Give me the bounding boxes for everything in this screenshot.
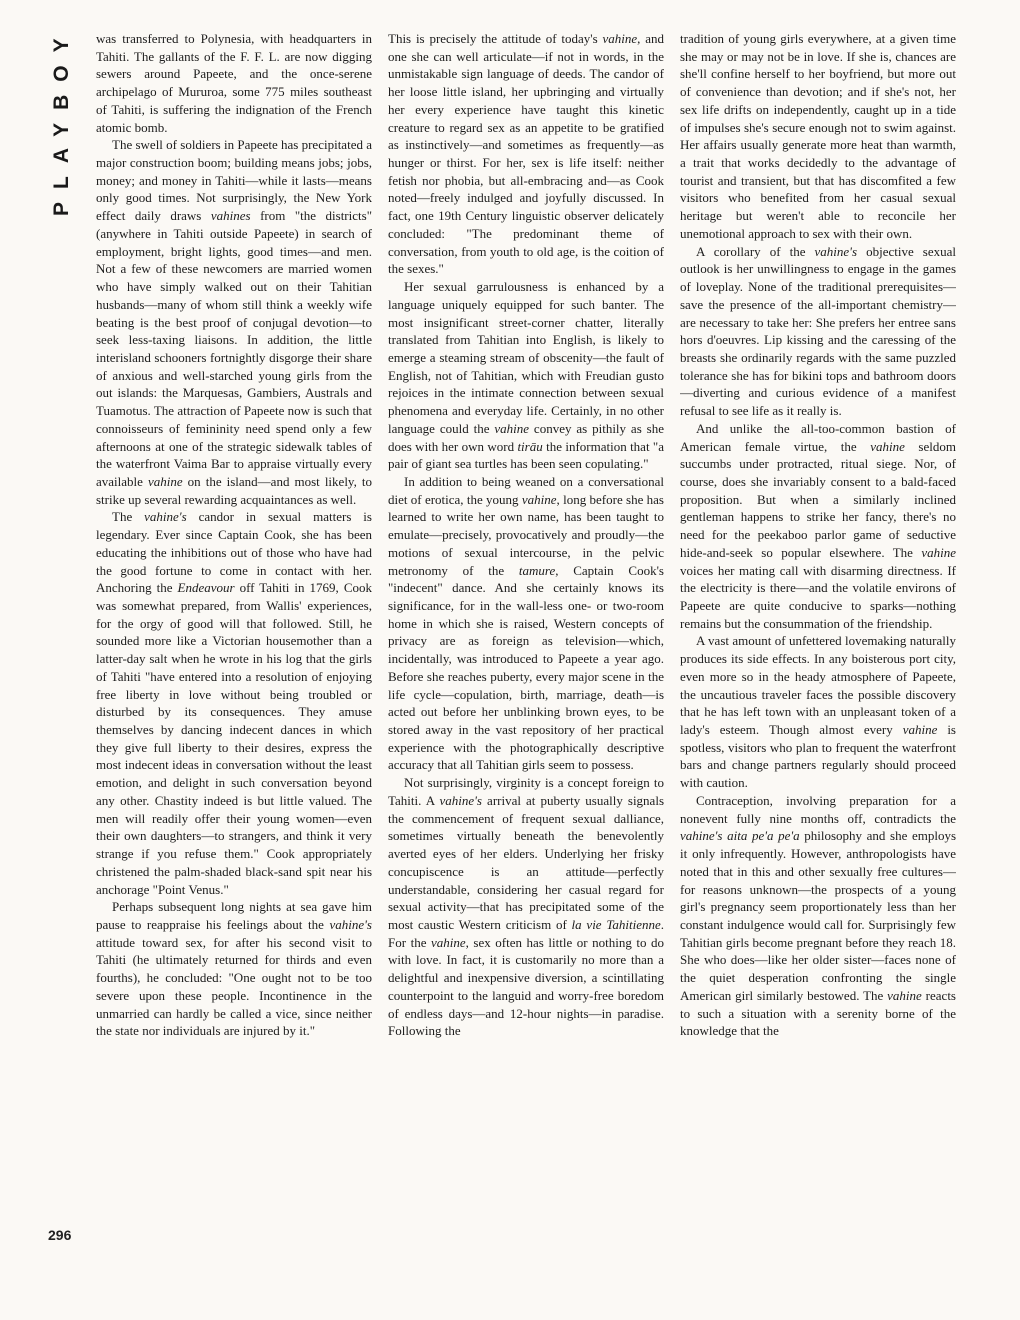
text-column-2 — [388, 30, 664, 1250]
magazine-name: PLAYBOY — [50, 25, 73, 216]
text-column-3 — [680, 30, 956, 1250]
running-head — [50, 25, 80, 216]
paragraph: This is precisely the attitude of today's vahine, and one she can well articulate—if not in words, in the unmistakable sign language of deeds. The candor of her loose little island, her upbringing and virtually her every experience have taught this kinetic creature to regard sex as an appetite to be gratified as instinctively—and sometimes as frequently—as hunger or thirst. For her, sex is life itself: neither fetish nor phobia, but all-embracing and—as Cook noted—freely indulged and joyfully discussed. In fact, one 19th Century linguistic observer delicately concluded: "The predominant theme of conversation, from youth to old age, is the coition of the sexes." — [388, 31, 664, 277]
paragraph: tradition of young girls everywhere, at a given time she may or may not be in love. If she is, chances are she'll confine herself to her boyfriend, but more out of convenience than devotion; and if she's not, her sex life drifts on independently, caught up in a tide of impulses she's secure enough not to swim against. Her affairs usually generate more heat than warmth, a trait that works decidedly to the advantage of tourist and transient, but that has discomfited a few visitors who benefited from her casual sexual heritage but weren't able to reconcile her unemotional approach to sex with their own. — [680, 31, 956, 241]
paragraph: And unlike the all-too-common bastion of American female virtue, the vahine seldom succumbs under protracted, ritual siege. Nor, of course, does she invariably consent to a bald-faced proposition. But when a similarly inclined gentleman happens to strike her fancy, there's no need for the peekaboo parlor game of seductive hide-and-seek so popular elsewhere. The vahine voices her mating call with disarming directness. If the electricity is there—and the volatile environs of Papeete are quite conducive to sparks—nothing remains but the consummation of the friendship. — [680, 420, 956, 631]
paragraph: was transferred to Polynesia, with headquarters in Tahiti. The gallants of the F. F. L. are now digging sewers around Papeete, and the once-serene archipelago of Mururoa, some 775 miles southeast of Tahiti, is suffering the indignation of the French atomic bomb. — [96, 31, 372, 135]
paragraph: The swell of soldiers in Papeete has precipitated a major construction boom; building means jobs; jobs, money; and money in Tahiti—while it lasts—means only good times. Not surprisingly, the New York effect daily draws vahines from "the districts" (anywhere in Tahiti outside Papeete) in search of employment, bright lights, good times—and men. Not a few of these newcomers are married women who have simply walked out on their Tahitian husbands—many of whom still think a weekly wife beating is the best proof of conjugal devotion—to seek less-taxing liaisons. In addition, the little interisland schooners fortnightly disgorge their share of anxious and well-starched young girls from the out islands: the Marquesas, Gambiers, Australs and Tuamotus. The attraction of Papeete now is such that connoisseurs of femininity need spend only a few afternoons at one of the strategic sidewalk tables of the waterfront Vaima Bar to appraise virtually every available vahine on the island—and most likely, to strike up several rewarding acquaintances as well. — [96, 137, 372, 507]
paragraph: In addition to being weaned on a conversational diet of erotica, the young vahine, long before she has learned to write her own name, has been taught to emulate—precisely, provocatively and proudly—the motions of sexual intercourse, in the pelvic metronomy of the tamure, Captain Cook's "indecent" dance. And she certainly knows its significance, for in the wall-less one- or two-room home in which she is raised, Western concepts of privacy are as foreign as television—which, incidentally, was introduced to Papeete a year ago. Before she reaches puberty, every major scene in the life cycle—copulation, birth, marriage, death—is acted out before her unblinking brown eyes, to be stored away in the vast repository of her practical experience with the photographically descriptive accuracy that all Tahitian girls seem to possess. — [388, 473, 664, 773]
page-number: 296 — [48, 1227, 72, 1243]
text-column-1 — [96, 30, 372, 1250]
paragraph: Not surprisingly, virginity is a concept foreign to Tahiti. A vahine's arrival at puberty usually signals the commencement of frequent sexual dalliance, sometimes virtually beneath the benevolently averted eyes of her elders. Underlying her frisky concupiscence is an attitude—perfectly understandable, considering her casual regard for sexual activity—that has precipitated some of the most caustic Western criticism of la vie Tahitienne. For the vahine, sex often has little or nothing to do with love. In fact, it is customarily no more than a delightful and inexpensive diversion, a scintillating counterpoint to the languid and worry-free boredom of endless days—and 12-hour nights—in paradise. Following the — [388, 775, 664, 1039]
paragraph: The vahine's candor in sexual matters is legendary. Ever since Captain Cook, she has been educating the inhibitions out of those who have had the good fortune to come in contact with her. Anchoring the Endeavour off Tahiti in 1769, Cook was somewhat prepared, from Wallis' experiences, for the orgy of good will that followed. Still, he sounded more like a Victorian housemother than a latter-day salt when he wrote in his log that the girls of Tahiti "have entered into a resolution of enjoying free liberty in love without being troubled or disturbed by its consequences. They amuse themselves by dancing indecent dances in which they give full liberty to their desires, express the most indecent ideas in conversation without the least emotion, and delight in such conversation beyond any other. Chastity indeed is but little valued. The men will readily offer their young women—even their own daughters—to strangers, and think it very strange if you refuse them." Cook appropriately christened the palm-shaded black-sand spit near his anchorage "Point Venus." — [96, 509, 372, 897]
paragraph: Contraception, involving preparation for a nonevent fully nine months off, contradicts the vahine's aita pe'a pe'a philosophy and she employs it only infrequently. However, anthropologists have noted that in this and other sexually free cultures—for reasons unknown—the prospects of a young girl's pregnancy seem proportionately less than her constant indulgence would call for. Surprisingly few Tahitian girls become pregnant before they reach 18. She who does—like her older sister—faces none of the quiet desperation confronting the single American girl similarly bestowed. The vahine reacts to such a situation with a serenity borne of the knowledge that the — [680, 792, 956, 1039]
paragraph: Perhaps subsequent long nights at sea gave him pause to reappraise his feelings about the vahine's attitude toward sex, for after his second visit to Tahiti (he ultimately returned for thirds and even fourths), he concluded: "One ought not to be too severe upon these people. Incontinence in the unmarried can hardly be called a vice, since neither the state nor individuals are injured by it." — [96, 899, 372, 1039]
paragraph: A vast amount of unfettered lovemaking naturally produces its side effects. In any boisterous port city, even more so in the heady atmosphere of Papeete, the uncautious traveler faces the possible discovery that he has left town with an unpleasant token of a lady's esteem. Though almost every vahine is spotless, visitors who plan to frequent the waterfront bars and change partners regularly should proceed with caution. — [680, 633, 956, 791]
paragraph: A corollary of the vahine's objective sexual outlook is her unwillingness to engage in the games of loveplay. None of the traditional prerequisites—save the presence of the all-important chemistry—are necessary to take her: She prefers her entree sans hors d'oeuvres. Lip kissing and the caressing of the breasts she ordinarily regards with the same puzzled tolerance she has for bikini tops and bathroom doors—diverting and curious evidence of a manifest refusal to see life as it really is. — [680, 243, 956, 419]
paragraph: Her sexual garrulousness is enhanced by a language uniquely equipped for such banter. The most insignificant street-corner chatter, literally translated from Tahitian into English, is likely to emerge a steaming stream of obscenity—the fault of English, not of Tahitian, which with Freudian gusto rejoices in the intimate connection between sexual phenomena and everyday life. Certainly, in no other language could the vahine convey as pithily as she does with her own word tirāu the information that "a pair of giant sea turtles has been seen copulating." — [388, 279, 664, 472]
